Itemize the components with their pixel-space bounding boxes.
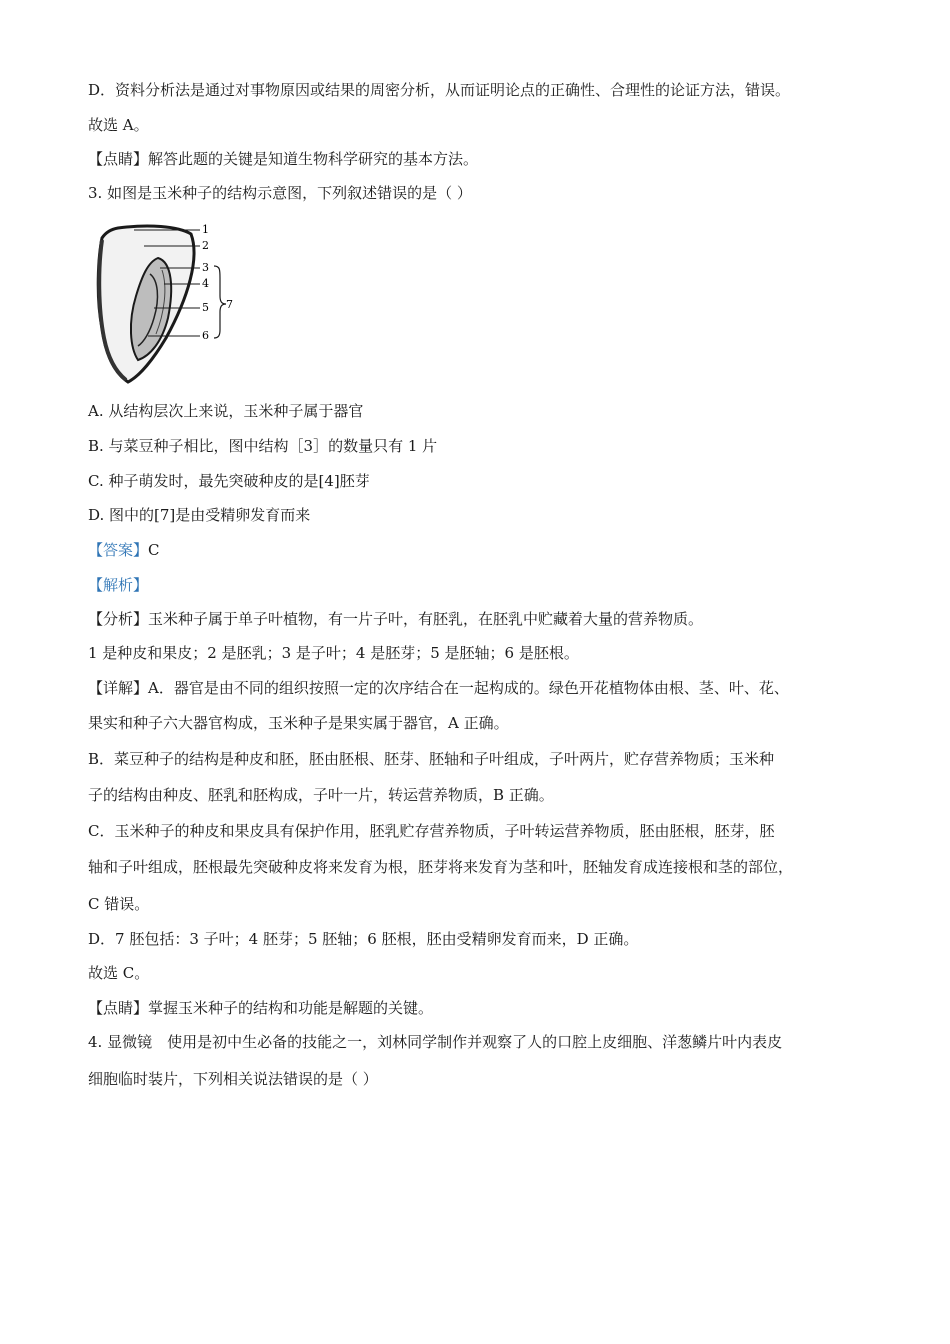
- text-line: 细胞临时装片，下列相关说法错误的是（ ）: [88, 1070, 378, 1088]
- text-line: 【分析】玉米种子属于单子叶植物，有一片子叶，有胚乳，在胚乳中贮藏着大量的营养物质。: [88, 610, 704, 628]
- answer-value: C: [148, 541, 160, 559]
- text-line: 轴和子叶组成，胚根最先突破种皮将来发育为根，胚芽将来发育为茎和叶，胚轴发育成连接根和茎的部位，: [88, 858, 794, 876]
- label-3: 3: [202, 261, 209, 274]
- text-line: 果实和种子六大器官构成，玉米种子是果实属于器官，A 正确。: [88, 714, 509, 732]
- text-line: C．玉米种子的种皮和果皮具有保护作用，胚乳贮存营养物质，子叶转运营养物质，胚由胚根，胚芽，胚: [88, 822, 775, 840]
- text-line: 【点睛】解答此题的关键是知道生物科学研究的基本方法。: [88, 150, 479, 168]
- text-line: 【详解】A．器官是由不同的组织按照一定的次序结合在一起构成的。绿色开花植物体由根、茎、叶、花、: [88, 679, 789, 697]
- answer-tag: 【答案】: [88, 541, 149, 559]
- text-line: 1 是种皮和果皮；2 是胚乳；3 是子叶；4 是胚芽；5 是胚轴；6 是胚根。: [88, 644, 579, 662]
- option-d: D. 图中的[7]是由受精卵发育而来: [88, 506, 311, 524]
- corn-seed-diagram: [88, 218, 234, 384]
- label-6: 6: [202, 329, 209, 342]
- label-2: 2: [202, 239, 209, 252]
- text-line: D．7 胚包括：3 子叶；4 胚芽；5 胚轴；6 胚根，胚由受精卵发育而来，D 正确。: [88, 930, 639, 948]
- answer-line: [88, 539, 160, 561]
- label-7: 7: [226, 298, 233, 311]
- text-line: 故选 A。: [88, 116, 149, 134]
- corn-seed-illustration: [88, 218, 234, 384]
- question-4-stem: 4. 显微镜 使用是初中生必备的技能之一，刘林同学制作并观察了人的口腔上皮细胞、洋葱鳞片叶内表皮: [88, 1033, 783, 1051]
- option-b: B. 与菜豆种子相比，图中结构［3］的数量只有 1 片: [88, 437, 438, 455]
- text-line: 【点睛】掌握玉米种子的结构和功能是解题的关键。: [88, 999, 434, 1017]
- question-3-stem: 3. 如图是玉米种子的结构示意图，下列叙述错误的是（ ）: [88, 184, 472, 202]
- text-line: 子的结构由种皮、胚乳和胚构成，子叶一片，转运营养物质，B 正确。: [88, 786, 554, 804]
- text-line: 故选 C。: [88, 964, 150, 982]
- option-a: A. 从结构层次上来说，玉米种子属于器官: [88, 402, 364, 420]
- option-c: C. 种子萌发时，最先突破种皮的是[4]胚芽: [88, 472, 370, 490]
- text-line: D．资料分析法是通过对事物原因或结果的周密分析，从而证明论点的正确性、合理性的论证方法，错误。: [88, 81, 791, 99]
- analysis-tag: 【解析】: [88, 576, 149, 594]
- text-line: B．菜豆种子的结构是种皮和胚，胚由胚根、胚芽、胚轴和子叶组成，子叶两片，贮存营养物质；玉米种: [88, 750, 775, 768]
- label-1: 1: [202, 223, 209, 236]
- label-5: 5: [202, 301, 209, 314]
- label-4: 4: [202, 277, 209, 290]
- text-line: C 错误。: [88, 895, 150, 913]
